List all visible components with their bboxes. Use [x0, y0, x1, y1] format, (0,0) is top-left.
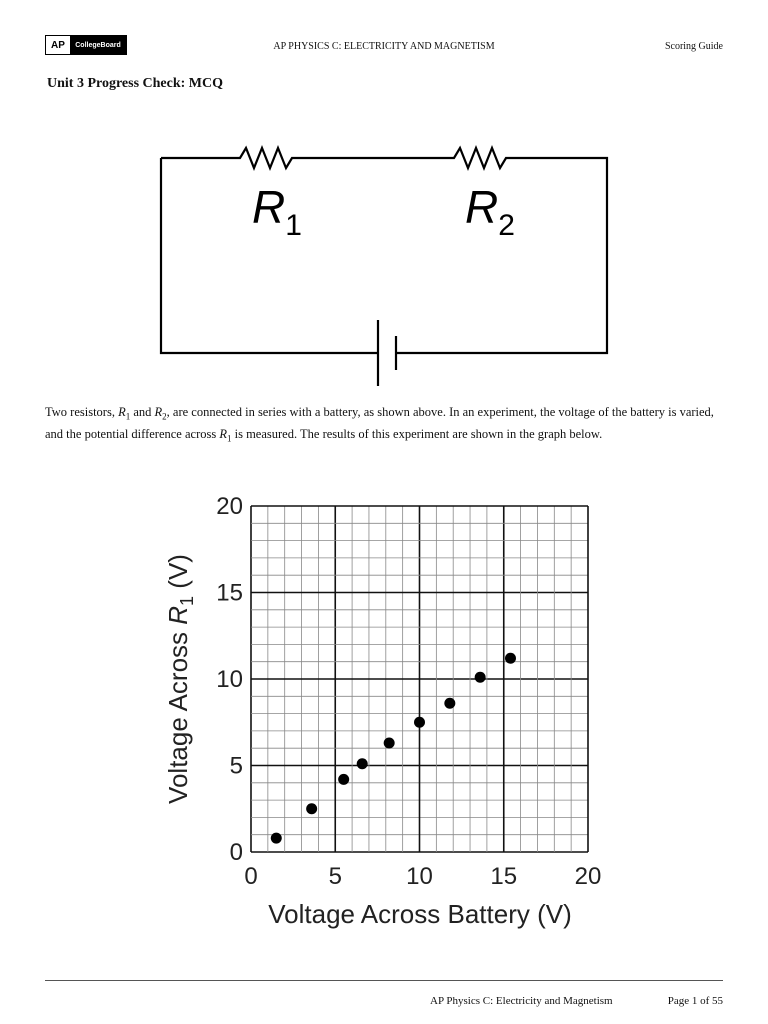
- footer-course-name: AP Physics C: Electricity and Magnetism: [430, 995, 613, 1007]
- x-axis-label: Voltage Across Battery (V): [268, 899, 572, 929]
- data-point: [306, 803, 317, 814]
- y-tick-label: 15: [216, 579, 243, 607]
- chart-grid: [251, 506, 588, 852]
- y-tick-label: 20: [216, 493, 243, 520]
- data-point: [444, 698, 455, 709]
- question-text: Two resistors, $R_1$ and $R_2$, are connected in series with a battery, as shown above. In an experiment, the voltage of the battery is varied, and the potential difference across $R_1$ is measured. The results of this experiment are shown in the graph below.: [45, 405, 714, 443]
- data-point: [338, 774, 349, 785]
- logo-ap-text: AP: [46, 36, 70, 54]
- y-axis-label: Voltage Across $R_1$ (V): [163, 554, 197, 804]
- footer-page-number: Page 1 of 55: [667, 995, 723, 1007]
- series-circuit-diagram: [150, 138, 620, 388]
- logo-collegeboard-text: CollegeBoard: [70, 36, 126, 54]
- voltage-scatter-chart: [155, 480, 615, 940]
- data-point: [475, 672, 486, 683]
- data-point: [414, 717, 425, 728]
- x-tick-label: 10: [406, 863, 433, 890]
- x-tick-label: 20: [574, 863, 602, 890]
- header-title: AP PHYSICS C: ELECTRICITY AND MAGNETISM: [273, 41, 495, 52]
- r2-label: $R_2$: [465, 181, 515, 242]
- y-tick-label: 10: [216, 666, 243, 693]
- data-point: [357, 758, 368, 769]
- x-tick-label: 0: [244, 863, 258, 890]
- x-tick-label: 15: [490, 863, 518, 890]
- chart-tick-labels: [216, 493, 601, 890]
- y-tick-label: 5: [229, 752, 243, 780]
- r1-label: $R_1$: [252, 181, 302, 242]
- unit-title: Unit 3 Progress Check: MCQ: [47, 76, 224, 91]
- top-wire-with-resistors: [161, 148, 607, 353]
- x-tick-label: 5: [328, 863, 342, 890]
- data-point: [505, 653, 516, 664]
- footer-divider: [45, 980, 723, 981]
- y-tick-label: 0: [229, 839, 243, 866]
- data-point: [271, 833, 282, 844]
- header-scoring-guide: Scoring Guide: [664, 41, 723, 52]
- data-point: [384, 738, 395, 749]
